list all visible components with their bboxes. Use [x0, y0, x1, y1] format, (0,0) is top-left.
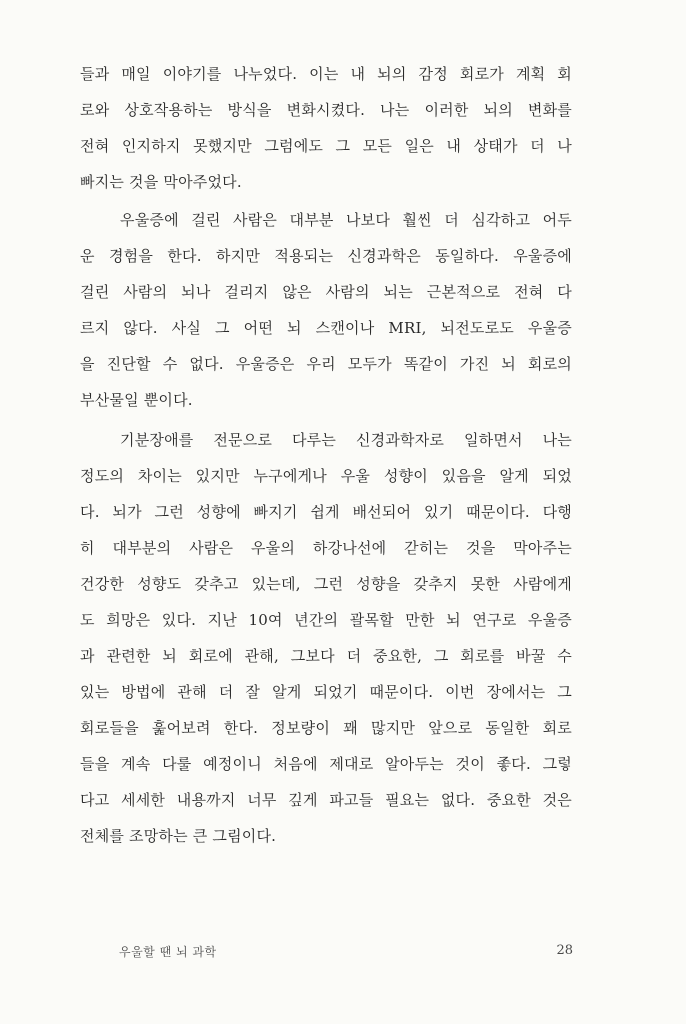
text-line: 회로들을 훑어보려 한다. 정보량이 꽤 많지만 앞으로 동일한 회로: [80, 719, 572, 737]
text-line: 로와 상호작용하는 방식을 변화시켰다. 나는 이러한 뇌의 변화를: [80, 101, 572, 119]
text-line: 을 진단할 수 없다. 우울증은 우리 모두가 똑같이 가진 뇌 회로의: [80, 355, 572, 373]
text-line: 과 관련한 뇌 회로에 관해, 그보다 더 중요한, 그 회로를 바꿀 수: [80, 647, 572, 665]
text-line: 들과 매일 이야기를 나누었다. 이는 내 뇌의 감정 회로가 계획 회: [80, 65, 572, 83]
text-line: 전체를 조망하는 큰 그림이다.: [80, 827, 277, 845]
text-line: 있는 방법에 관해 더 잘 알게 되었기 때문이다. 이번 장에서는 그: [80, 683, 572, 701]
running-footer-book-title: 우울할 땐 뇌 과학: [119, 945, 217, 959]
text-line: 걸린 사람의 뇌나 걸리지 않은 사람의 뇌는 근본적으로 전혀 다: [80, 283, 572, 301]
text-line: 들을 계속 다룰 예정이니 처음에 제대로 알아두는 것이 좋다. 그렇: [80, 755, 572, 773]
text-line: 부산물일 뿐이다.: [80, 391, 193, 409]
text-line: 르지 않다. 사실 그 어떤 뇌 스캔이나 MRI, 뇌전도로도 우울증: [80, 319, 572, 337]
text-line: 빠지는 것을 막아주었다.: [80, 173, 242, 191]
text-line: 우울증에 걸린 사람은 대부분 나보다 훨씬 더 심각하고 어두: [120, 211, 572, 229]
text-line: 기분장애를 전문으로 다루는 신경과학자로 일하면서 나는: [120, 431, 572, 449]
text-line: 전혀 인지하지 못했지만 그럼에도 그 모든 일은 내 상태가 더 나: [80, 137, 572, 155]
text-line: 정도의 차이는 있지만 누구에게나 우울 성향이 있음을 알게 되었: [80, 467, 572, 485]
text-line: 다. 뇌가 그런 성향에 빠지기 쉽게 배선되어 있기 때문이다. 다행: [80, 503, 572, 521]
text-line: 히 대부분의 사람은 우울의 하강나선에 갇히는 것을 막아주는: [80, 539, 572, 557]
text-line: 도 희망은 있다. 지난 10여 년간의 괄목할 만한 뇌 연구로 우울증: [80, 611, 572, 629]
text-line: 운 경험을 한다. 하지만 적용되는 신경과학은 동일하다. 우울증에: [80, 247, 572, 265]
text-line: 다고 세세한 내용까지 너무 깊게 파고들 필요는 없다. 중요한 것은: [80, 791, 572, 809]
text-line: 건강한 성향도 갖추고 있는데, 그런 성향을 갖추지 못한 사람에게: [80, 575, 572, 593]
page-number: 28: [556, 943, 573, 958]
